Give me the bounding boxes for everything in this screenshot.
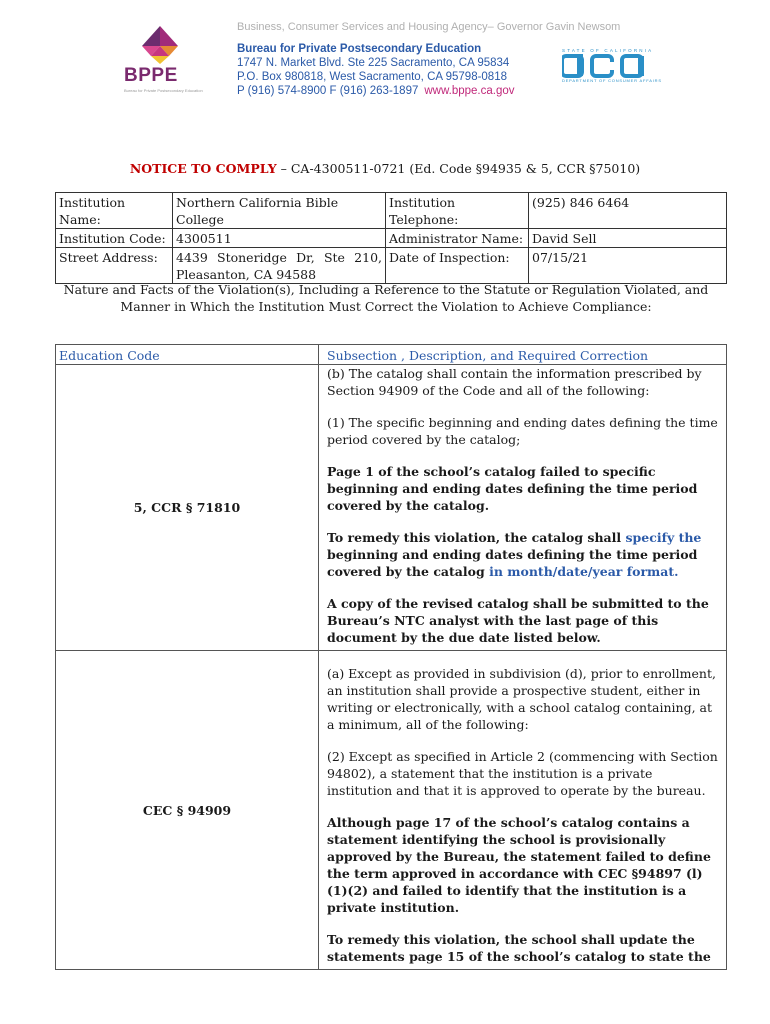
bureau-name: Bureau for Private Postsecondary Education — [237, 43, 482, 55]
table-row — [56, 193, 727, 229]
bppe-wordmark: BPPE — [124, 65, 178, 86]
violation-1-regulation-b: (b) The catalog shall contain the information prescribed by Section 94909 of the Code and all of the following: — [327, 366, 702, 398]
institution-name-label: Institution Name: — [56, 193, 173, 229]
table-row — [56, 248, 727, 284]
institution-code-value: 4300511 — [173, 229, 386, 248]
violation-1-code: 5, CCR § 71810 — [56, 365, 319, 651]
administrator-name-value: David Sell — [529, 229, 727, 248]
notice-label: NOTICE TO COMPLY — [129, 161, 277, 176]
dca-logo-mark — [562, 54, 652, 78]
bureau-address-2: P.O. Box 980818, West Sacramento, CA 95798-0818 — [237, 71, 507, 83]
nature-of-violations-heading: Nature and Facts of the Violation(s), Including a Reference to the Statute or Regulation Violated, and Manner in Which the Institution Must Correct the Violation to Achieve Compliance: — [63, 282, 709, 314]
header-education-code: Education Code — [56, 345, 319, 365]
institution-code-label: Institution Code: — [56, 229, 173, 248]
bppe-logo — [118, 24, 202, 98]
street-address-value: 4439 Stoneridge Dr, Ste 210, Pleasanton, CA 94588 — [173, 248, 386, 284]
bureau-address-block — [237, 42, 515, 98]
violation-2-remedy: To remedy this violation, the school shall update the statements page 15 of the school’s catalog to state the — [327, 932, 711, 964]
violation-2-code: CEC § 94909 — [56, 651, 319, 970]
violation-1-finding: Page 1 of the school’s catalog failed to specific beginning and ending dates defining the time period covered by the catalog. — [327, 464, 698, 513]
inspection-date-label: Date of Inspection: — [386, 248, 529, 284]
violations-table — [55, 344, 727, 970]
institution-phone-label: Institution Telephone: — [386, 193, 529, 229]
dca-state-text: STATE OF CALIFORNIA — [562, 48, 654, 53]
violation-2-regulation-2: (2) Except as specified in Article 2 (commencing with Section 94802), a statement that the institution is a private institution and that it is approved to operate by the bureau. — [327, 749, 718, 798]
table-header-row — [56, 345, 727, 365]
bppe-tagline: Bureau for Private Postsecondary Education — [124, 88, 203, 93]
bureau-website-link[interactable]: www.bppe.ca.gov — [424, 85, 515, 97]
table-row — [56, 365, 727, 651]
bppe-logo-mark — [118, 24, 202, 66]
violation-2-finding: Although page 17 of the school’s catalog contains a statement identifying the school is provisionally approved by the Bureau, the statement failed to define the term approved in accordance with CEC §94897 (l)(1)(2) and failed to identify that the institution is a private institution. — [327, 815, 711, 915]
administrator-name-label: Administrator Name: — [386, 229, 529, 248]
institution-phone-value: (925) 846 6464 — [529, 193, 727, 229]
violation-1-regulation-1: (1) The specific beginning and ending dates defining the time period covered by the catalog; — [327, 415, 718, 447]
violation-1-description — [319, 365, 727, 651]
bureau-address-1: 1747 N. Market Blvd. Ste 225 Sacramento, CA 95834 — [237, 57, 510, 69]
violation-1-submission: A copy of the revised catalog shall be submitted to the Bureau’s NTC analyst with the last page of this document by the due date listed below. — [327, 596, 709, 645]
table-row — [56, 229, 727, 248]
agency-line: Business, Consumer Services and Housing Agency– Governor Gavin Newsom — [237, 21, 621, 33]
violation-1-remedy: To remedy this violation, the catalog shall specify the beginning and ending dates defining the time period covered by the catalog in month/date/year format. — [327, 530, 702, 579]
table-row — [56, 651, 727, 970]
violation-2-description — [319, 651, 727, 970]
street-address-label: Street Address: — [56, 248, 173, 284]
notice-reference: – CA-4300511-0721 (Ed. Code §94935 & 5, CCR §75010) — [276, 161, 641, 176]
institution-info-table — [55, 192, 727, 284]
header-description: Subsection , Description, and Required Correction — [319, 345, 727, 365]
dca-logo — [562, 48, 662, 88]
bureau-contact — [237, 84, 515, 98]
inspection-date-value: 07/15/21 — [529, 248, 727, 284]
violation-2-regulation-a: (a) Except as provided in subdivision (d), prior to enrollment, an institution shall provide a prospective student, either in writing or electronically, with a school catalog containing, at a minimum, all of the following: — [327, 666, 716, 732]
notice-title — [0, 161, 770, 176]
bureau-phone: P (916) 574-8900 F (916) 263-1897 — [237, 85, 419, 97]
institution-name-value: Northern California Bible College — [173, 193, 386, 229]
dca-department-text: DEPARTMENT OF CONSUMER AFFAIRS — [562, 78, 662, 83]
